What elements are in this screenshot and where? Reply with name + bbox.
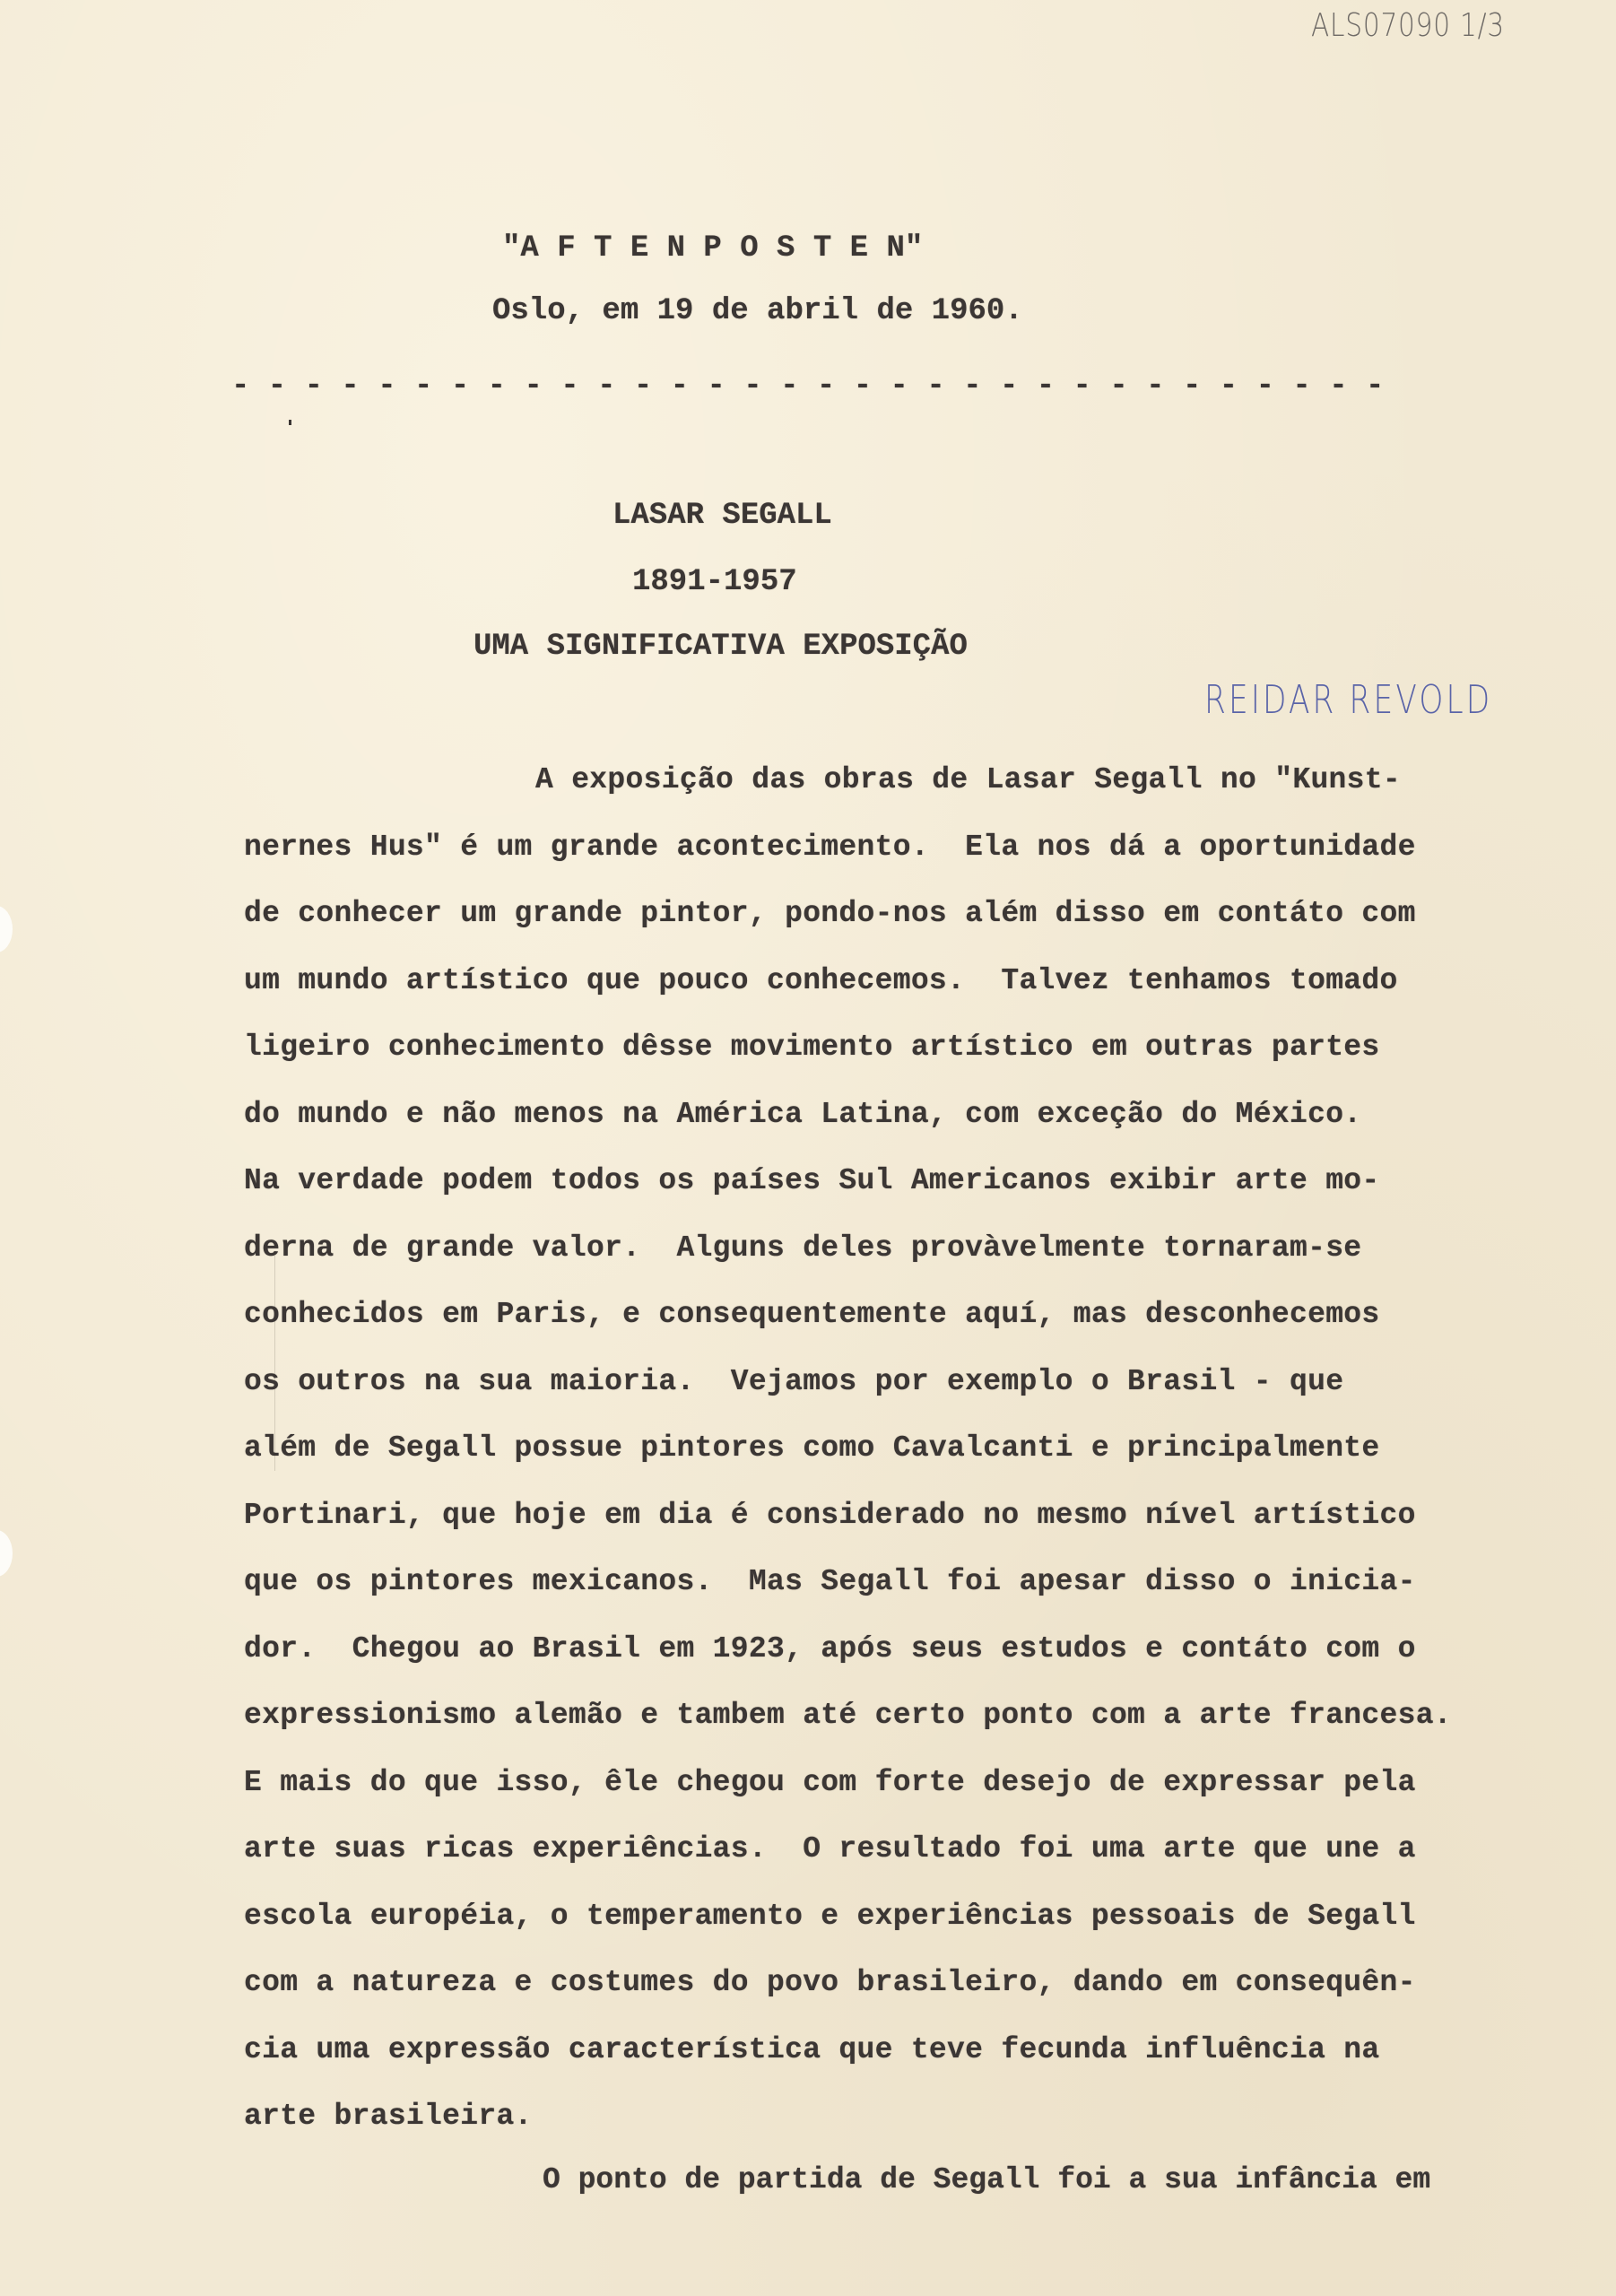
- article-body: [244, 762, 1452, 2166]
- body-line: Na verdade podem todos os países Sul Americanos exibir arte mo-: [244, 1164, 1380, 1197]
- body-line: conhecidos em Paris, e consequentemente aquí, mas desconhecemos: [244, 1298, 1380, 1331]
- body-line: expressionismo alemão e tambem até certo ponto com a arte francesa.: [244, 1699, 1452, 1732]
- body-line: Portinari, que hoje em dia é considerado no mesmo nível artístico: [244, 1498, 1416, 1532]
- handwritten-author-name: REIDAR REVOLD: [1204, 677, 1493, 723]
- article-title-years: 1891-1957: [632, 565, 797, 599]
- body-line: ligeiro conhecimento dêsse movimento artístico em outras partes: [244, 1031, 1380, 1064]
- body-line: do mundo e não menos na América Latina, com exceção do México.: [244, 1097, 1362, 1131]
- archive-code-annotation: ALS07090 1/3: [1311, 7, 1506, 44]
- next-paragraph-start: O ponto de partida de Segall foi a sua infância em: [543, 2163, 1431, 2196]
- dashed-separator: - - - - - - - - - - - - - - - - - - - - - - - - - - - - - - - -: [231, 370, 1385, 404]
- body-line: nernes Hus" é um grande acontecimento. Ela nos dá a oportunidade: [244, 830, 1416, 864]
- body-line: de conhecer um grande pintor, pondo-nos além disso em contáto com: [244, 897, 1416, 930]
- body-line: os outros na sua maioria. Vejamos por exemplo o Brasil - que: [244, 1364, 1344, 1398]
- body-line: A exposição das obras de Lasar Segall no "Kunst-: [535, 763, 1401, 796]
- body-line: um mundo artístico que pouco conhecemos. Talvez tenhamos tomado: [244, 963, 1398, 997]
- body-line: com a natureza e costumes do povo brasileiro, dando em consequên-: [244, 1966, 1416, 1999]
- body-line: arte brasileira.: [244, 2100, 533, 2133]
- dateline: Oslo, em 19 de abril de 1960.: [492, 294, 1023, 328]
- ink-speck: [289, 420, 291, 425]
- body-line: cia uma expressão característica que teve fecunda influência na: [244, 2032, 1380, 2066]
- body-line: além de Segall possue pintores como Cavalcanti e principalmente: [244, 1431, 1380, 1465]
- body-line: que os pintores mexicanos. Mas Segall foi apesar disso o inicia-: [244, 1565, 1416, 1598]
- body-line: E mais do que isso, êle chegou com forte desejo de expressar pela: [244, 1765, 1416, 1799]
- article-subtitle: UMA SIGNIFICATIVA EXPOSIÇÃO: [474, 630, 968, 664]
- body-line: escola européia, o temperamento e experiências pessoais de Segall: [244, 1899, 1416, 1933]
- newspaper-name: "A F T E N P O S T E N": [502, 231, 924, 265]
- article-title-name: LASAR SEGALL: [613, 499, 832, 533]
- body-line: derna de grande valor. Alguns deles provàvelmente tornaram-se: [244, 1231, 1362, 1265]
- body-line: arte suas ricas experiências. O resultado foi uma arte que une a: [244, 1832, 1416, 1866]
- body-line: dor. Chegou ao Brasil em 1923, após seus estudos e contáto com o: [244, 1631, 1416, 1665]
